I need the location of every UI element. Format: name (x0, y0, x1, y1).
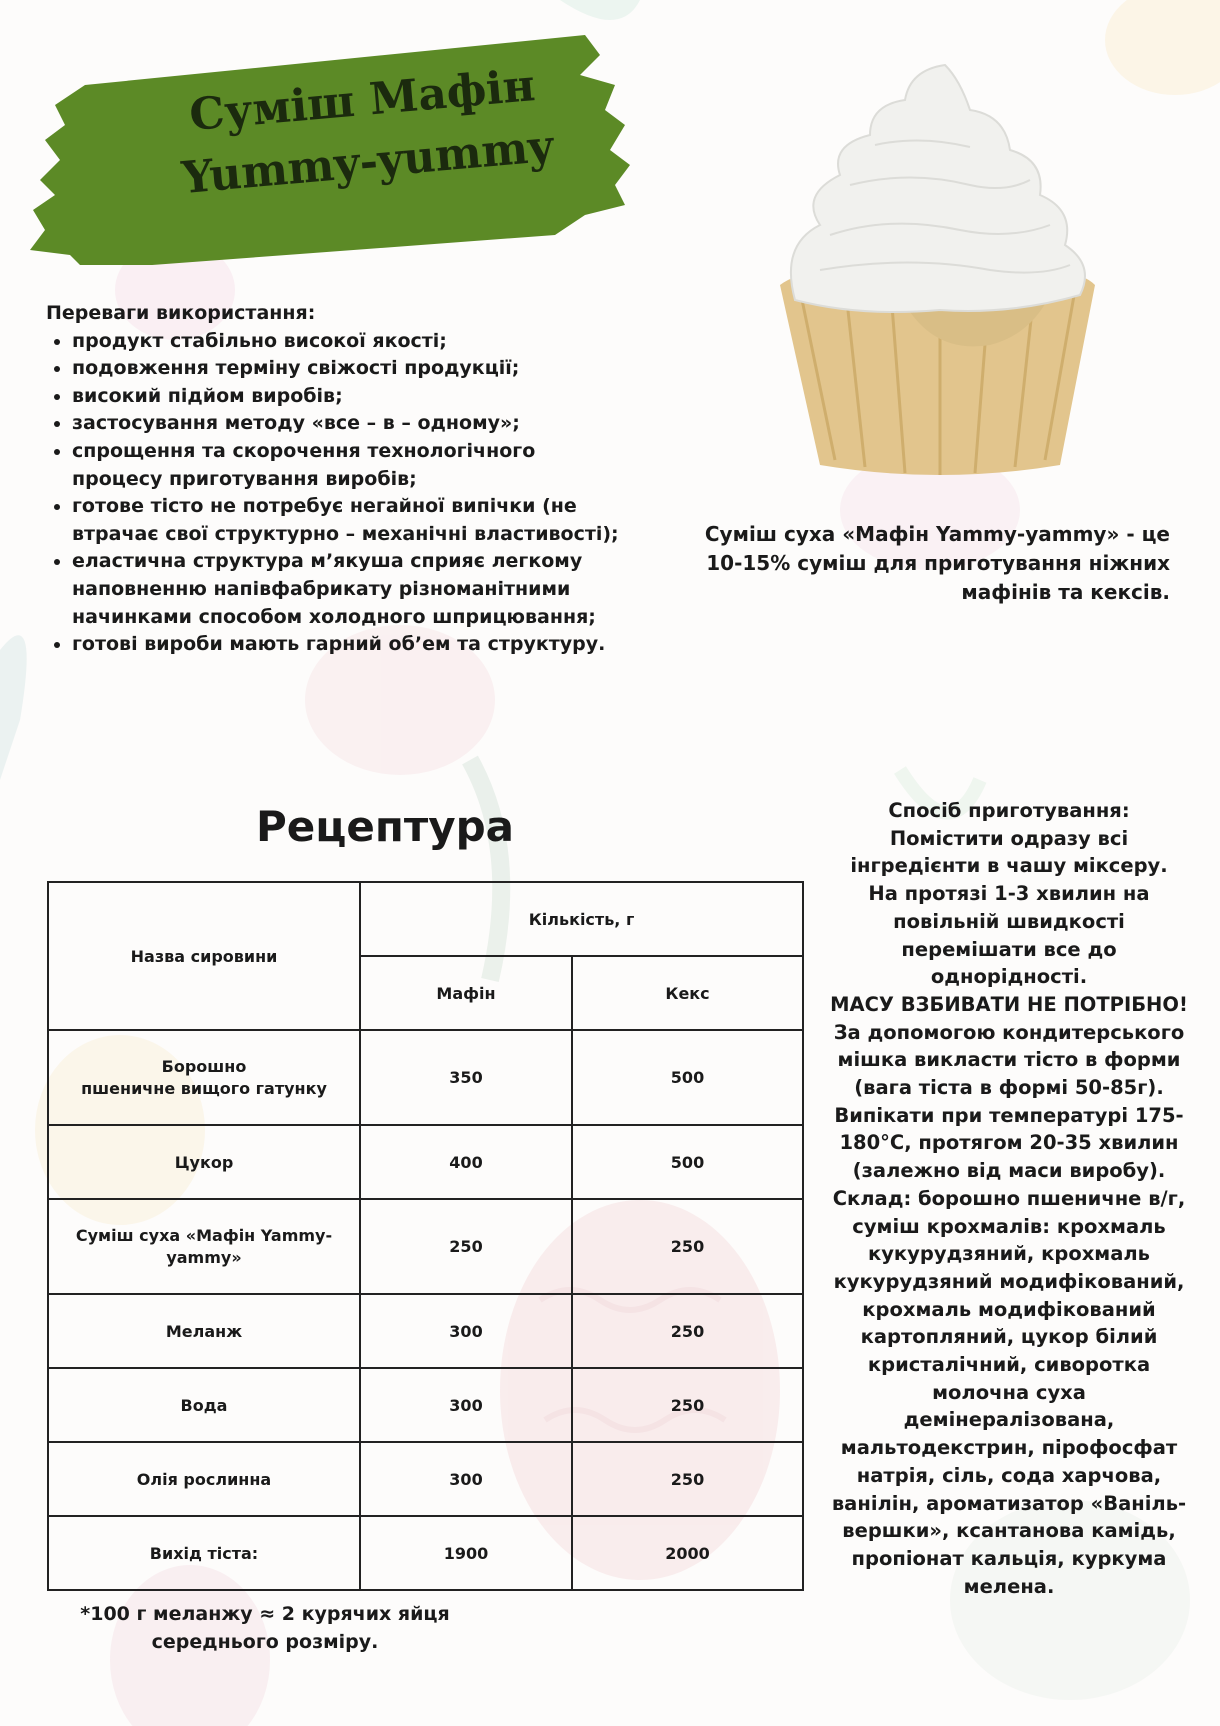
cupcake-image (760, 55, 1120, 475)
benefit-item: • спрощення та скорочення технологічного процесу приготування виробів; (72, 438, 626, 493)
cake-value: 250 (572, 1199, 803, 1294)
benefits-list (46, 328, 626, 659)
muffin-value: 300 (360, 1442, 572, 1516)
benefits-heading: Переваги використання: (46, 302, 316, 324)
cake-value: 250 (572, 1294, 803, 1368)
table-row (48, 1294, 803, 1368)
method-step: Помістити одразу всі інгредієнти в чашу міксеру. (850, 826, 1168, 878)
table-row (48, 1442, 803, 1516)
method-heading: Спосіб приготування: (888, 799, 1130, 822)
ingredient-name-line1: Борошно (161, 1056, 247, 1076)
ingredient-name (48, 1030, 360, 1125)
header-quantity: Кількість, г (360, 882, 803, 956)
benefit-item: • подовження терміну свіжості продукції; (72, 355, 626, 383)
recipe-table (47, 881, 804, 1591)
table-total-row (48, 1516, 803, 1590)
method-warning: МАСУ ВЗБИВАТИ НЕ ПОТРІБНО! (830, 992, 1188, 1016)
muffin-value: 250 (360, 1199, 572, 1294)
method-step: За допомогою кондитерського мішка викласти тісто в форми (вага тіста в формі 50-85г). (833, 1020, 1185, 1100)
method-step: Випікати при температурі 175-180°С, протягом 20-35 хвилин (залежно від маси виробу). (834, 1103, 1184, 1183)
ingredient-name-line2: пшеничне вищого гатунку (81, 1078, 327, 1098)
header-muffin: Мафін (360, 956, 572, 1030)
benefit-item: • еластична структура м’якуша сприяє легкому наповненню напівфабрикату різноманітними начинками способом холодного шприцювання; (72, 548, 626, 631)
muffin-value: 300 (360, 1294, 572, 1368)
title-line-2: Yummy-yummy (179, 120, 556, 205)
ingredient-name: Вихід тіста: (48, 1516, 360, 1590)
title-line-1: Суміш Мафін (187, 60, 538, 142)
ingredient-name: Меланж (48, 1294, 360, 1368)
benefit-item: • продукт стабільно високої якості; (72, 328, 626, 356)
ingredient-name: Вода (48, 1368, 360, 1442)
method-step: На протязі 1-3 хвилин на повільній швидкості перемішати все до однорідності. (868, 882, 1150, 989)
ingredient-name: Цукор (48, 1125, 360, 1199)
ingredient-name: Олія рослинна (48, 1442, 360, 1516)
table-row (48, 1368, 803, 1442)
muffin-value: 350 (360, 1030, 572, 1125)
benefit-item: • високий підйом виробів; (72, 383, 626, 411)
composition: Склад: борошно пшеничне в/г, суміш крохмалів: крохмаль кукурудзяний, крохмаль кукурудзяний модифікований, крохмаль модифікований картопляний, цукор білий кристалічний, сиворотка молочна суха демінералізована, мальтодекстрин, пірофосфат натрія, сіль, сода харчова, ванілін, ароматизатор «Ваніль-вершки», ксантанова камідь, пропіонат кальція, куркума мелена. (831, 1186, 1187, 1598)
table-row (48, 1125, 803, 1199)
muffin-value: 400 (360, 1125, 572, 1199)
header-ingredient: Назва сировини (48, 882, 360, 1030)
recipe-title: Рецептура (255, 802, 515, 851)
table-row (48, 1199, 803, 1294)
benefit-item: • готові вироби мають гарний об’ем та структуру. (72, 631, 626, 659)
muffin-value: 1900 (360, 1516, 572, 1590)
benefit-item: • застосування методу «все – в – одному»; (72, 410, 626, 438)
cake-value: 2000 (572, 1516, 803, 1590)
product-description: Суміш суха «Мафін Yammy-yammy» - це 10-15% суміш для приготування ніжних мафінів та кексів. (704, 522, 1170, 604)
preparation-method (830, 797, 1188, 1600)
cake-value: 250 (572, 1442, 803, 1516)
cake-value: 500 (572, 1030, 803, 1125)
table-header-row (48, 882, 803, 956)
table-row (48, 1030, 803, 1125)
cake-value: 500 (572, 1125, 803, 1199)
footnote: *100 г меланжу ≈ 2 курячих яйця середнього розміру. (80, 1603, 450, 1653)
ingredient-name: Суміш суха «Мафін Yammy-yammy» (48, 1199, 360, 1294)
muffin-value: 300 (360, 1368, 572, 1442)
cake-value: 250 (572, 1368, 803, 1442)
header-cake: Кекс (572, 956, 803, 1030)
benefit-item: • готове тісто не потребує негайної випічки (не втрачає свої структурно – механічні властивості); (72, 493, 626, 548)
benefits-section (46, 300, 626, 659)
